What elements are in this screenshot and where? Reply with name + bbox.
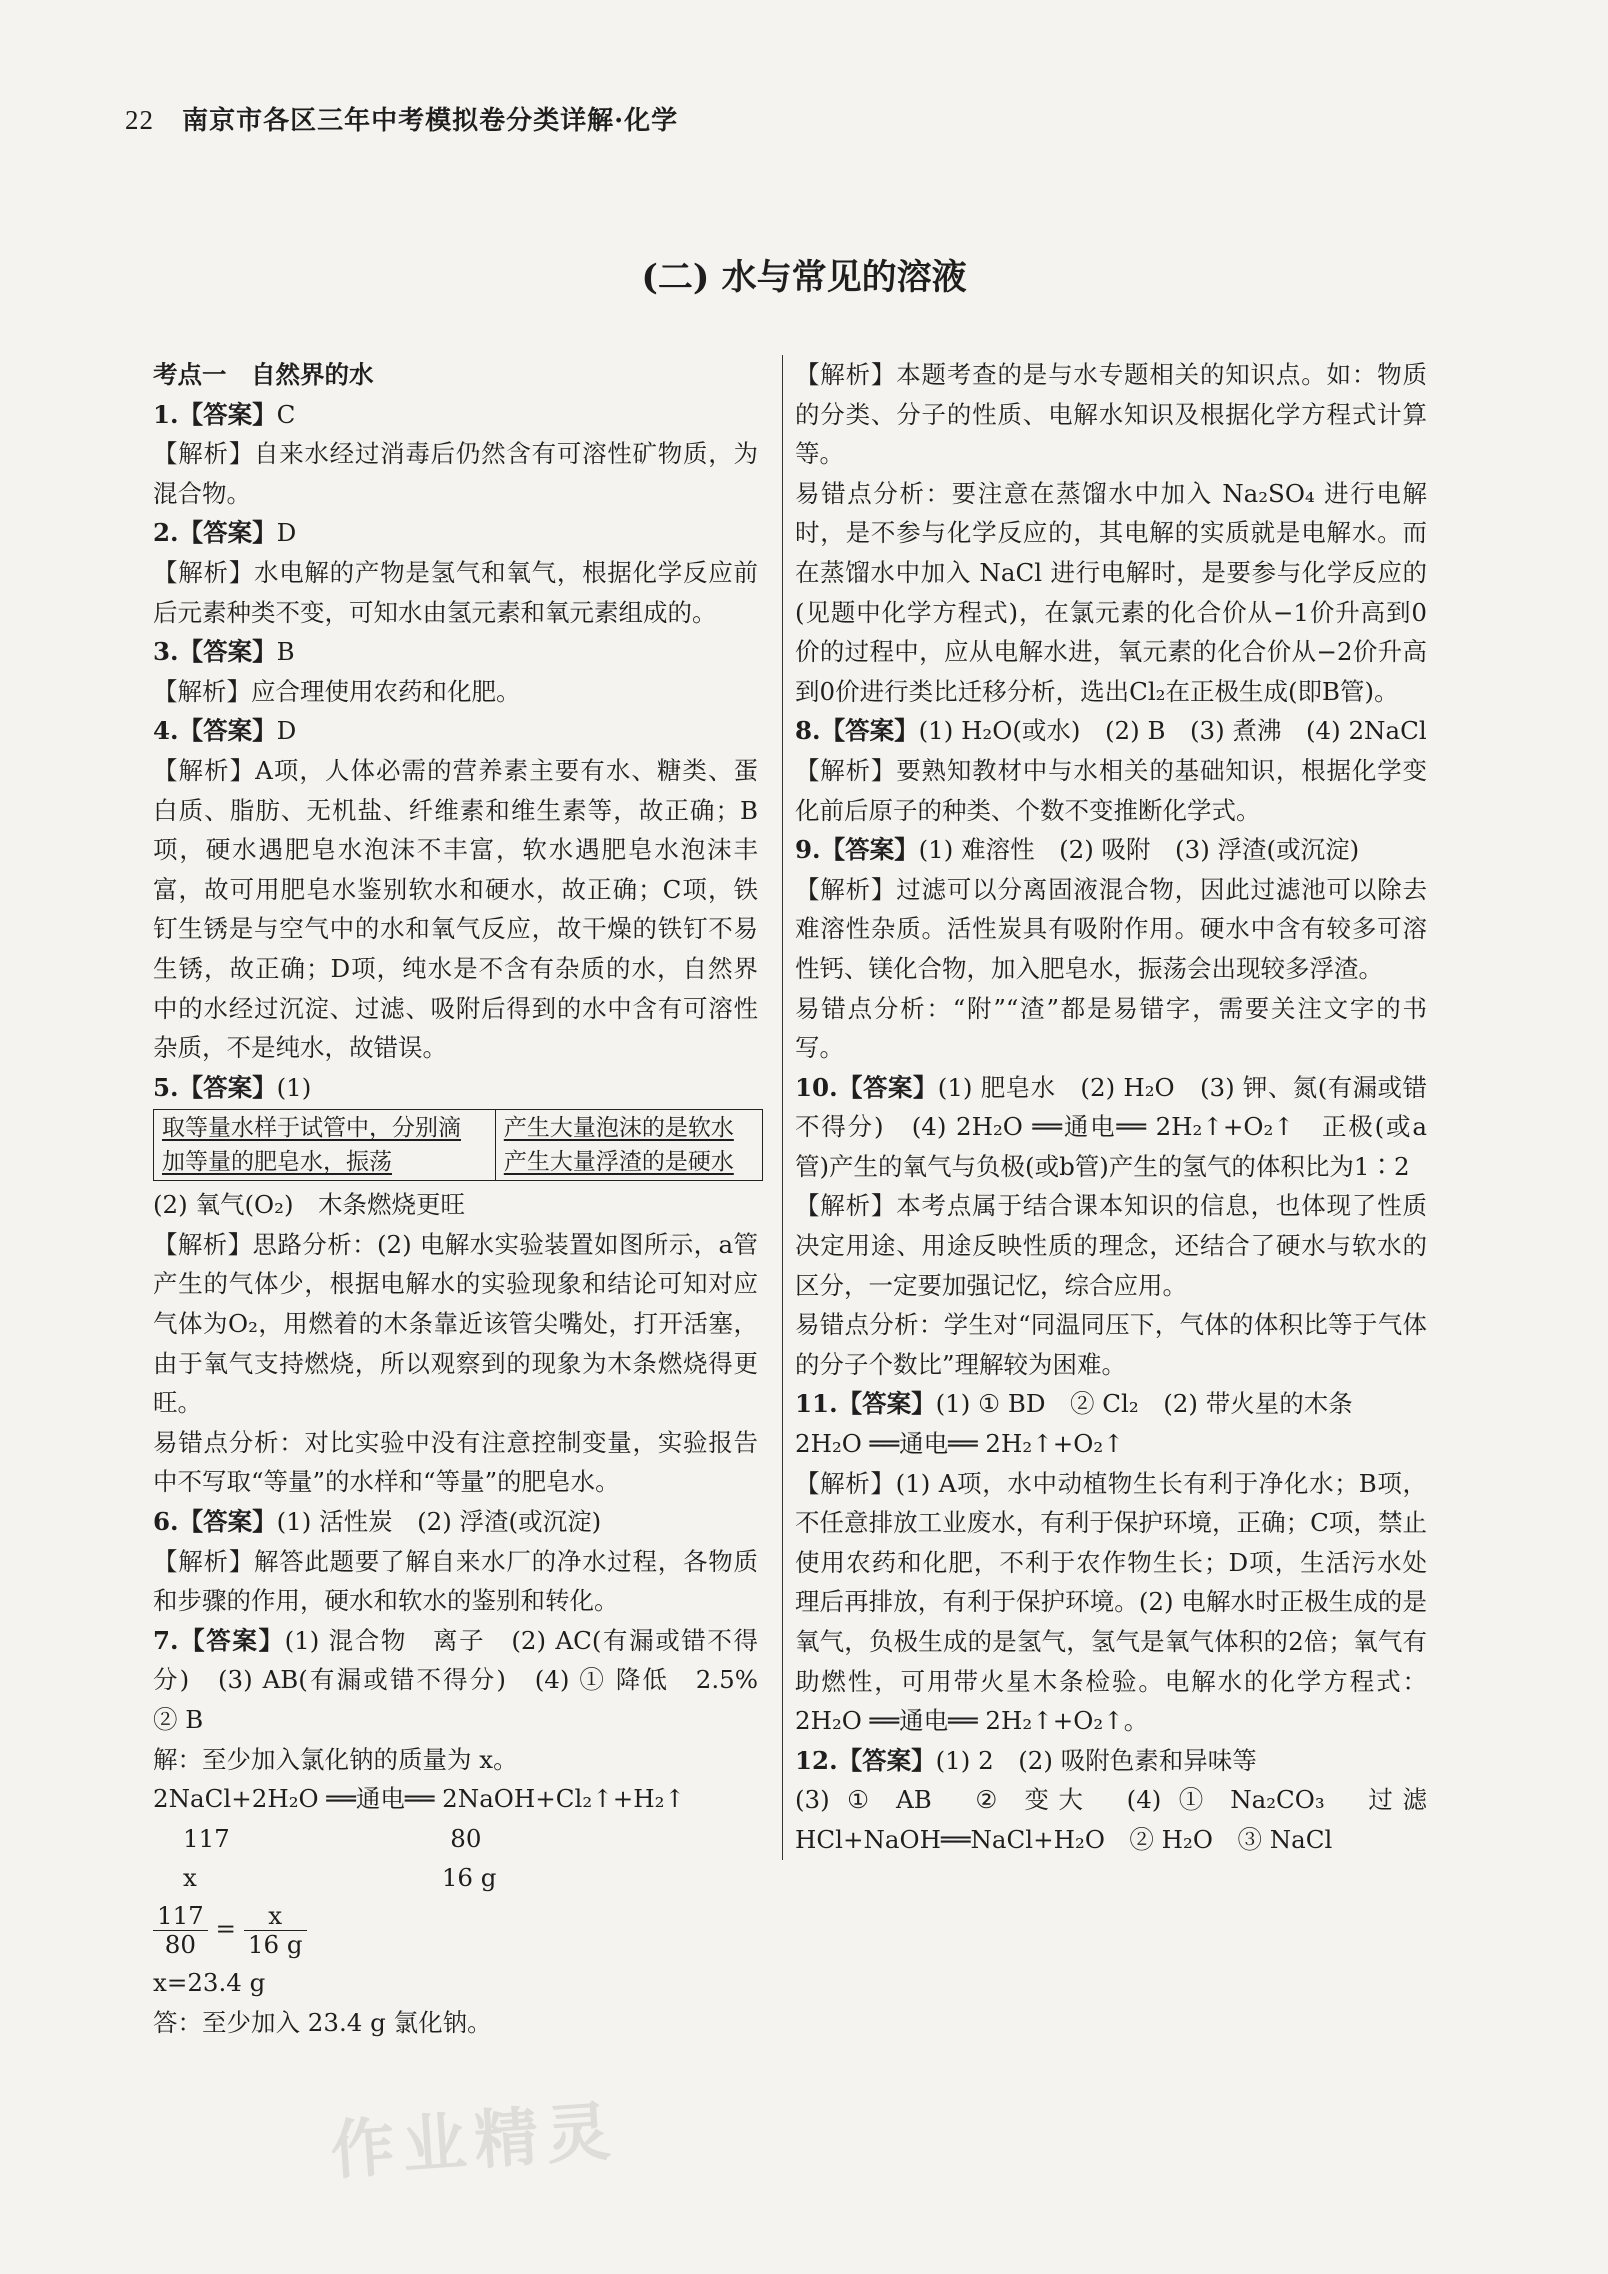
text-line: 【解析】A项，人体必需的营养素主要有水、糖类、蛋白质、脂肪、无机盐、纤维素和维生素等，故正确；B项，硬水遇肥皂水泡沫不丰富，软水遇肥皂水泡沫丰富，故可用肥皂水鉴别软水和硬水，故正确；C项，铁钉生锈是与空气中的水和氧气反应，故干燥的铁钉不易生锈，故正确；D项，纯水是不含有杂质的水，自然界中的水经过沉淀、过滤、吸附后得到的水中含有可溶性杂质，不是纯水，故错误。 [153, 755, 758, 1063]
text-line: 4.【答案】D [153, 716, 297, 746]
text-line: 【解析】自来水经过消毒后仍然含有可溶性矿物质，为混合物。 [153, 439, 758, 508]
text-line: (2) 氧气(O₂) 木条燃烧更旺 [153, 1190, 466, 1220]
fraction-numerator: 117 [153, 1902, 208, 1931]
text-line: 【解析】(1) A项，水中动植物生长有利于净化水；B项，不任意排放工业废水，有利于保护环境，正确；C项，禁止使用农药和化肥，不利于农作物生长；D项，生活污水处理后再排放，有利于保护环境。(2) 电解水时正极生成的是氧气，负极生成的是氢气，氢气是氧气体积的2倍；氧气有助燃性，可用带火星木条检验。电解水的化学方程式：2H₂O ══通电══ 2H₂↑+O₂↑。 [795, 1468, 1427, 1736]
answer-table-line: 加等量的肥皂水，振荡 [162, 1149, 392, 1176]
text-line: 【解析】要熟知教材中与水相关的基础知识，根据化学变化前后原子的种类、个数不变推断化学式。 [795, 755, 1427, 825]
text-line: 5.【答案】(1) [153, 1072, 312, 1102]
section-title: (二) 水与常见的溶液 [641, 257, 967, 298]
text-line: 8.【答案】(1) H₂O(或水) (2) B (3) 煮沸 (4) 2NaCl [795, 716, 1427, 746]
text-line: 【解析】解答此题要了解自来水厂的净水过程，各物质和步骤的作用，硬水和软水的鉴别和转化。 [153, 1546, 758, 1616]
text-line: 易错点分析：对比实验中没有注意控制变量，实验报告中不写取“等量”的水样和“等量”的肥皂水。 [153, 1427, 758, 1497]
text-line: 2.【答案】D [153, 518, 297, 548]
text-line: x 16 g [183, 1863, 497, 1893]
left-column [153, 355, 783, 2042]
text-line: 易错点分析：要注意在蒸馏水中加入 Na₂SO₄ 进行电解时，是不参与化学反应的，其电解的实质就是电解水。而在蒸馏水中加入 NaCl 进行电解时，是要参与化学反应的(见题中化学方程式)，在氯元素的化合价从−1价升高到0价的过程中，应从电解水进，氧元素的化合价从−2价升高到0价进行类比迁移分析，选出Cl₂在正极生成(即B管)。 [795, 478, 1427, 706]
text-line: 【解析】思路分析：(2) 电解水实验装置如图所示，a管产生的气体少，根据电解水的实验现象和结论可知对应气体为O₂，用燃着的木条靠近该管尖嘴处，打开活塞，由于氧气支持燃烧，所以观察到的现象为木条燃烧得更旺。 [153, 1229, 758, 1418]
text-line: 答：至少加入 23.4 g 氯化钠。 [153, 2007, 492, 2037]
answer-table-line: 取等量水样于试管中，分别滴 [162, 1115, 461, 1142]
text-line: 11.【答案】(1) ① BD ② Cl₂ (2) 带火星的木条 [795, 1389, 1353, 1419]
text-line: 117 80 [183, 1823, 482, 1853]
text-line: 2NaCl+2H₂O ══通电══ 2NaOH+Cl₂↑+H₂↑ [153, 1784, 685, 1814]
answer-table-line: 产生大量浮渣的是硬水 [503, 1149, 734, 1176]
watermark: 作业精灵 [328, 2094, 621, 2189]
right-column [782, 355, 1452, 1860]
text-line: 9.【答案】(1) 难溶性 (2) 吸附 (3) 浮渣(或沉淀) [795, 835, 1360, 865]
answer-table-line: 产生大量泡沫的是软水 [503, 1115, 734, 1142]
text-line: (3) ① AB ② 变大 (4) ① Na₂CO₃ 过滤 HCl+NaOH══NaCl+H₂O ② H₂O ③ NaCl [795, 1785, 1452, 1854]
text-line: 1.【答案】C [153, 399, 296, 429]
text-line: 【解析】过滤可以分离固液混合物，因此过滤池可以除去难溶性杂质。活性炭具有吸附作用。硬水中含有较多可溶性钙、镁化合物，加入肥皂水，振荡会出现较多浮渣。 [795, 874, 1427, 983]
text-line: 10.【答案】(1) 肥皂水 (2) H₂O (3) 钾、氮(有漏或错不得分) (4) 2H₂O ══通电══ 2H₂↑+O₂↑ 正极(或a管)产生的氧气与负极(或b管)产生的氢气的体积比为1∶2 [795, 1072, 1427, 1181]
answer-table-cell-left [154, 1110, 496, 1181]
text-line: 【解析】本考点属于结合课本知识的信息，也体现了性质决定用途、用途反映性质的理念，还结合了硬水与软水的区分，一定要加强记忆，综合应用。 [795, 1191, 1427, 1300]
fraction-equation: $\frac{117}{80}$ = $\frac{x}{16 g}$ [153, 1902, 758, 1959]
text-line: 6.【答案】(1) 活性炭 (2) 浮渣(或沉淀) [153, 1507, 602, 1537]
text-line: 【解析】本题考查的是与水专题相关的知识点。如：物质的分类、分子的性质、电解水知识及根据化学方程式计算等。 [795, 360, 1427, 469]
page-number: 22 [125, 105, 154, 135]
text-line: 解：至少加入氯化钠的质量为 x。 [153, 1744, 518, 1774]
text-line: 考点一 自然界的水 [153, 360, 374, 389]
fraction-denominator: 16 g [247, 1929, 303, 1959]
page-header [125, 100, 678, 137]
text-line: x=23.4 g [153, 1967, 266, 1997]
text-line: 3.【答案】B [153, 637, 295, 667]
answer-table [153, 1109, 763, 1181]
text-line: 【解析】水电解的产物是氢气和氧气，根据化学反应前后元素种类不变，可知水由氢元素和氧元素组成的。 [153, 557, 758, 627]
answer-table-cell-right [495, 1110, 762, 1181]
text-line: 7.【答案】(1) 混合物 离子 (2) AC(有漏或错不得分) (3) AB(有漏或错不得分) (4) ① 降低 2.5% ② B [153, 1625, 783, 1734]
fraction-denominator: 80 [164, 1929, 196, 1959]
text-line: 易错点分析：“附”“渣”都是易错字，需要关注文字的书写。 [795, 993, 1427, 1063]
text-line: 2H₂O ══通电══ 2H₂↑+O₂↑ [795, 1429, 1124, 1459]
text-line: 【解析】应合理使用农药和化肥。 [153, 676, 521, 706]
fraction-numerator: x [244, 1902, 307, 1931]
text-line: 12.【答案】(1) 2 (2) 吸附色素和异味等 [795, 1745, 1257, 1775]
book-title: 南京市各区三年中考模拟卷分类详解·化学 [182, 106, 679, 136]
text-line: 易错点分析：学生对“同温同压下，气体的体积比等于气体的分子个数比”理解较为困难。 [795, 1310, 1427, 1379]
